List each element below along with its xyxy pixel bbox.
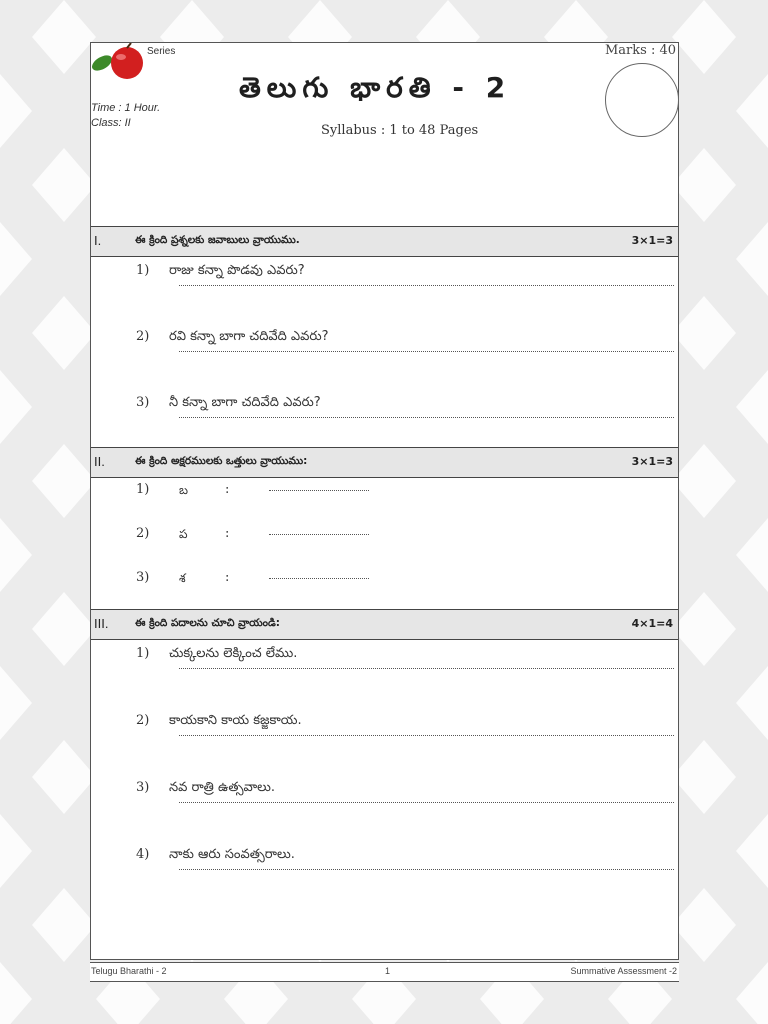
series-label: Series [147, 46, 176, 57]
question-item [91, 780, 678, 820]
answer-line[interactable] [179, 285, 674, 286]
answer-line[interactable] [179, 802, 674, 803]
answer-line[interactable] [269, 490, 369, 491]
question-number: 3) [136, 570, 150, 585]
section-marks: 4×1=4 [631, 617, 673, 630]
section-1-header [91, 226, 678, 257]
section-marks: 3×1=3 [631, 455, 673, 468]
question-text: రాజు కన్నా పొడవు ఎవరు? [169, 263, 305, 278]
question-text: రవి కన్నా బాగా చదివేది ఎవరు? [169, 329, 329, 344]
question-item [91, 713, 678, 753]
question-item [91, 847, 678, 887]
section-title: ఈ క్రింది పదాలను చూచి వ్రాయండి: [135, 617, 280, 629]
apple-logo-icon [91, 43, 149, 83]
answer-line[interactable] [179, 351, 674, 352]
answer-line[interactable] [269, 578, 369, 579]
marks-circle [605, 63, 679, 137]
question-number: 2) [136, 713, 150, 728]
question-item [91, 329, 678, 369]
section-title: ఈ క్రింది అక్షరములకు ఒత్తులు వ్రాయుము: [135, 455, 308, 467]
question-text: చుక్కలను లెక్కించ లేము. [169, 646, 298, 661]
footer-page-number: 1 [385, 966, 391, 976]
class-label: Class: II [91, 117, 131, 129]
colon: : [225, 526, 230, 541]
total-marks: Marks : 40 [604, 43, 676, 58]
answer-line[interactable] [179, 668, 674, 669]
section-number: I. [94, 233, 102, 248]
letter-question [91, 482, 678, 502]
letter-question [91, 526, 678, 546]
syllabus-label: Syllabus : 1 to 48 Pages [321, 123, 479, 138]
section-number: III. [94, 616, 109, 631]
colon: : [225, 482, 230, 497]
question-number: 1) [136, 263, 150, 278]
page-title: తెలుగు భారతి - 2 [239, 71, 512, 104]
colon: : [225, 570, 230, 585]
question-text: నాకు ఆరు సంవత్సరాలు. [169, 847, 295, 862]
answer-line[interactable] [179, 869, 674, 870]
question-number: 1) [136, 646, 150, 661]
letter: శ [179, 571, 186, 585]
question-number: 4) [136, 847, 150, 862]
footer-book-title: Telugu Bharathi - 2 [91, 966, 167, 976]
question-text: నవ రాత్రి ఉత్సవాలు. [169, 780, 275, 795]
question-number: 3) [136, 395, 150, 410]
section-title: ఈ క్రింది ప్రశ్నలకు జవాబులు వ్రాయుము. [135, 234, 300, 246]
question-number: 1) [136, 482, 150, 497]
letter: బ [179, 483, 189, 497]
question-text: కాయకాని కాయ కజ్జకాయ. [169, 713, 302, 728]
question-item [91, 646, 678, 686]
section-2-header [91, 447, 678, 478]
letter-question [91, 570, 678, 590]
question-number: 3) [136, 780, 150, 795]
exam-sheet [90, 42, 679, 960]
question-number: 2) [136, 526, 150, 541]
question-item [91, 395, 678, 435]
answer-line[interactable] [179, 735, 674, 736]
answer-line[interactable] [179, 417, 674, 418]
question-item [91, 263, 678, 303]
time-duration: Time : 1 Hour. [91, 102, 161, 114]
letter: ప [179, 527, 188, 541]
question-text: నీ కన్నా బాగా చదివేది ఎవరు? [169, 395, 321, 410]
question-number: 2) [136, 329, 150, 344]
section-marks: 3×1=3 [631, 234, 673, 247]
answer-line[interactable] [269, 534, 369, 535]
section-number: II. [94, 454, 105, 469]
section-3-header [91, 609, 678, 640]
page-footer [90, 962, 679, 982]
footer-assessment: Summative Assessment -2 [570, 966, 677, 976]
